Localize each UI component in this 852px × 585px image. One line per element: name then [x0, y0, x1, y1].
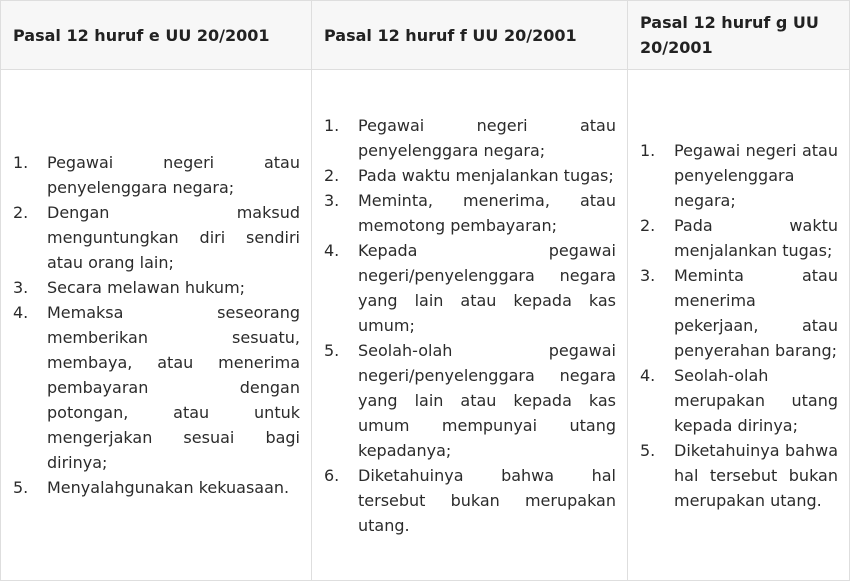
- list-text: Kepada pegawai negeri/penyelenggara negara yang lain atau kepada kas umum;: [358, 240, 616, 335]
- header-pasal-12-e: Pasal 12 huruf e UU 20/2001: [1, 1, 312, 70]
- list-text: Meminta atau menerima pekerjaan, atau penyerahan barang;: [674, 265, 838, 360]
- list-text: Pada waktu menjalankan tugas;: [674, 215, 838, 260]
- element-list: [13, 150, 300, 500]
- list-number: 6.: [324, 465, 340, 485]
- list-text: Seolah-olah merupakan utang kepada dirinya;: [674, 365, 838, 435]
- list-item: [640, 363, 838, 438]
- header-row: [1, 1, 850, 70]
- element-list: [640, 138, 838, 513]
- list-item: [640, 263, 838, 363]
- list-number: 4.: [324, 240, 340, 260]
- element-list: [324, 113, 616, 538]
- list-item: [640, 438, 838, 513]
- cell-pasal-12-e: [1, 70, 312, 581]
- list-item: [324, 238, 616, 338]
- list-item: [640, 213, 838, 263]
- list-number: 1.: [13, 153, 29, 172]
- list-item: [640, 138, 838, 213]
- cell-pasal-12-g: [628, 70, 850, 581]
- list-number: 1.: [640, 140, 656, 160]
- list-item: [13, 300, 300, 475]
- list-text: Pegawai negeri atau penyelenggara negara;: [674, 140, 838, 210]
- list-text: Diketahuinya bahwa hal tersebut bukan merupakan utang.: [674, 440, 838, 510]
- list-number: 4.: [13, 303, 29, 322]
- list-item: [324, 163, 616, 188]
- list-item: [13, 475, 300, 500]
- list-item: [13, 150, 300, 200]
- cell-pasal-12-f: [312, 70, 628, 581]
- list-number: 5.: [324, 340, 340, 360]
- list-number: 4.: [640, 365, 656, 385]
- list-text: Pada waktu menjalankan tugas;: [358, 165, 614, 185]
- list-number: 2.: [640, 215, 656, 235]
- content-row: [1, 70, 850, 581]
- list-number: 3.: [640, 265, 656, 285]
- list-item: [324, 463, 616, 538]
- list-number: 3.: [324, 190, 340, 210]
- list-text: Meminta, menerima, atau memotong pembayaran;: [358, 190, 616, 235]
- list-number: 1.: [324, 115, 340, 135]
- list-text: Pegawai negeri atau penyelenggara negara;: [358, 115, 616, 160]
- header-pasal-12-g: Pasal 12 huruf g UU 20/2001: [628, 1, 850, 70]
- list-number: 3.: [13, 278, 29, 297]
- list-text: Dengan maksud menguntungkan diri sendiri atau orang lain;: [47, 203, 300, 272]
- header-pasal-12-f: Pasal 12 huruf f UU 20/2001: [312, 1, 628, 70]
- list-item: [324, 338, 616, 463]
- list-number: 5.: [640, 440, 656, 460]
- list-item: [324, 113, 616, 163]
- list-text: Secara melawan hukum;: [47, 278, 246, 297]
- list-number: 2.: [324, 165, 340, 185]
- list-text: Seolah-olah pegawai negeri/penyelenggara negara yang lain atau kepada kas umum mempunyai utang kepadanya;: [358, 340, 616, 460]
- list-number: 5.: [13, 478, 29, 497]
- list-item: [324, 188, 616, 238]
- list-item: [13, 200, 300, 275]
- list-number: 2.: [13, 203, 29, 222]
- list-item: [13, 275, 300, 300]
- list-text: Memaksa seseorang memberikan sesuatu, membaya, atau menerima pembayaran dengan potongan, atau untuk mengerjakan sesuai bagi dirinya;: [47, 303, 300, 472]
- list-text: Menyalahgunakan kekuasaan.: [47, 478, 290, 497]
- list-text: Pegawai negeri atau penyelenggara negara;: [47, 153, 300, 197]
- list-text: Diketahuinya bahwa hal tersebut bukan merupakan utang.: [358, 465, 616, 535]
